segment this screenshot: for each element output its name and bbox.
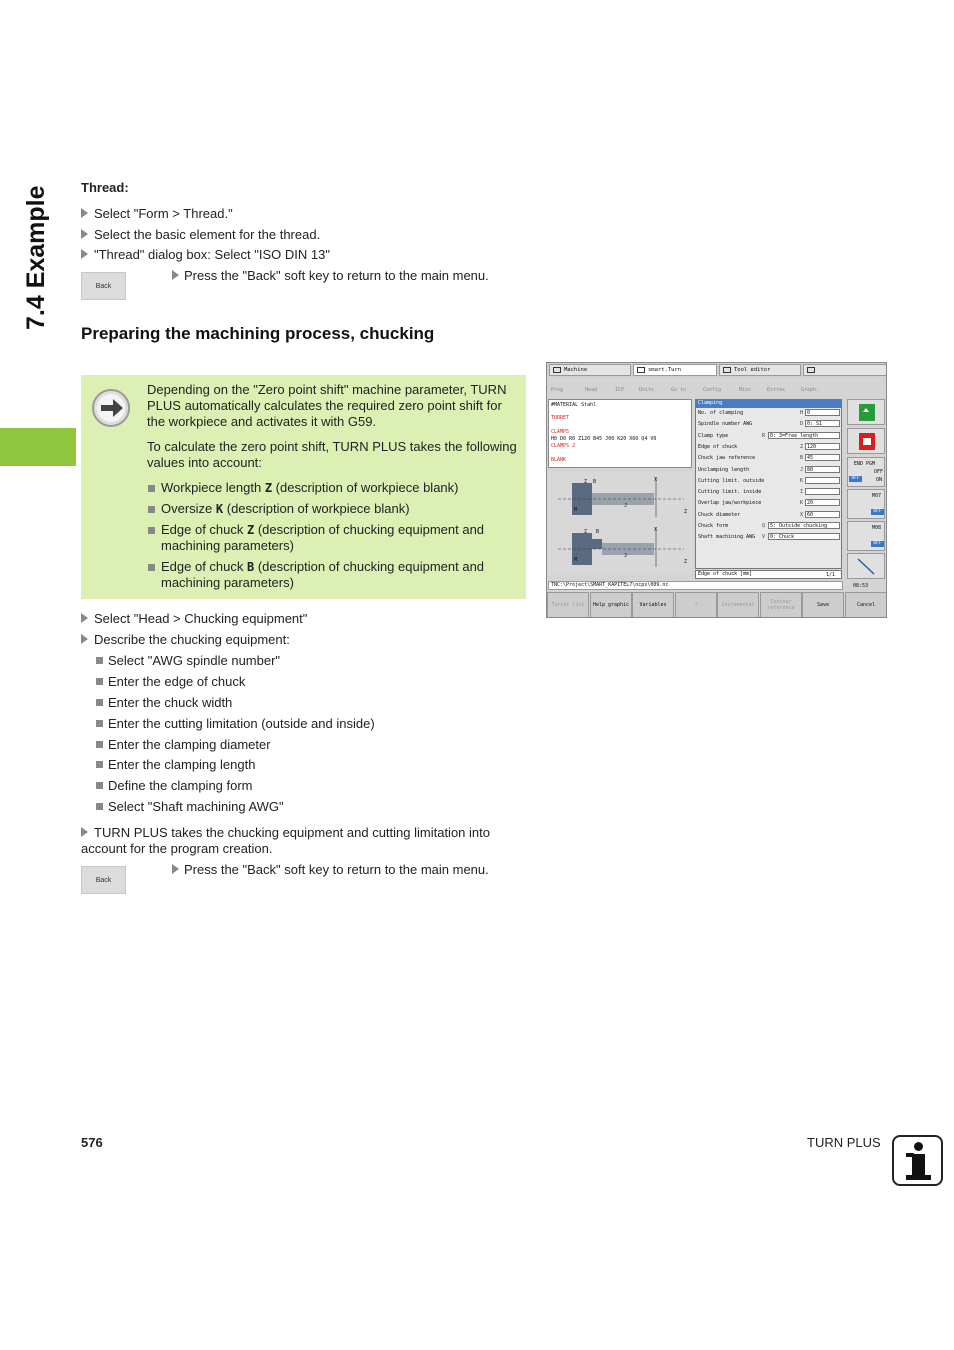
editor-line: CLAMPS	[551, 429, 570, 435]
menu-prog[interactable]: Prog	[551, 387, 564, 393]
menu-extras[interactable]: Extras	[767, 387, 786, 393]
chucking-substep: Enter the clamping length	[96, 757, 255, 773]
softkey-question[interactable]: ?	[675, 592, 717, 618]
form-row-label: No. of clamping	[698, 410, 744, 416]
m08-toggle[interactable]: M08 OFF	[847, 521, 885, 551]
form-row-value[interactable]: 80	[805, 466, 840, 473]
note-paragraph: Depending on the "Zero point shift" machine parameter, TURN PLUS automatically calculates the required zero point shift for the workpiece and activates it with G59.	[147, 382, 507, 429]
menu-graph[interactable]: Graph.	[801, 387, 820, 393]
graphic-label: M	[574, 557, 578, 563]
chucking-substep: Define the clamping form	[96, 778, 253, 794]
menu-bar	[547, 387, 842, 397]
menu-misc[interactable]: Misc	[739, 387, 752, 393]
graphic-label: J	[624, 503, 628, 509]
softkey-incremental[interactable]: Incremental	[717, 592, 759, 618]
form-row-label: Unclamping length	[698, 466, 750, 473]
form-row-label: Shaft machining AWG	[698, 534, 756, 541]
editor-line: CLAMPS 2	[551, 443, 576, 449]
form-row-label: Chuck jaw reference	[698, 455, 756, 462]
tab-bar	[547, 363, 887, 377]
softkey-contour-reference[interactable]: Contour reference	[760, 592, 802, 618]
chucking-substep: Enter the chuck width	[96, 695, 232, 711]
form-row-label: Chuck form	[698, 523, 729, 529]
form-row-value[interactable]: 5: Outside chucking	[768, 522, 840, 529]
thread-step: "Thread" dialog box: Select "ISO DIN 13"	[81, 247, 330, 263]
editor-line: TURRET	[551, 415, 570, 421]
form-row-label: Clamp type	[698, 432, 729, 439]
form-row-value[interactable]: 0: S1	[805, 420, 840, 427]
smart-turn-icon	[637, 367, 645, 373]
form-row-key: K	[800, 477, 804, 484]
file-path: TNC:\Project\SMART_KAPITEL7\ncps\009.nc	[548, 581, 843, 590]
thread-step: Select the basic element for the thread.	[81, 227, 320, 243]
note-paragraph: To calculate the zero point shift, TURN PLUS takes the following values into account:	[147, 439, 517, 470]
form-row-key: X	[800, 511, 804, 518]
menu-units[interactable]: Units	[639, 387, 655, 393]
form-row-key: Z	[800, 443, 804, 450]
back-instruction: Press the "Back" soft key to return to the main menu.	[172, 862, 489, 877]
softkey-help-graphic[interactable]: Help graphic	[590, 592, 632, 618]
form-row-key: R	[762, 432, 766, 439]
clock: 08:53	[853, 583, 869, 589]
form-row-key: D	[800, 421, 804, 428]
chucking-substep: Select "Shaft machining AWG"	[96, 799, 284, 815]
program-editor[interactable]	[548, 399, 692, 468]
page-indicator: 1/1	[825, 572, 835, 578]
disk-icon	[807, 367, 815, 373]
chucking-step: Select "Head > Chucking equipment"	[81, 611, 307, 627]
form-row-label: Overlap jaw/workpiece	[698, 500, 762, 507]
note-list-item: Oversize K (description of workpiece blank)	[148, 501, 518, 517]
softkey-turret-list[interactable]: Turret list	[547, 592, 589, 618]
chapter-color-tab	[0, 428, 76, 466]
cycle-start-button[interactable]	[847, 399, 885, 425]
menu-head[interactable]: Head	[585, 387, 598, 393]
graphic-label: Z	[584, 479, 588, 485]
chapter-title: 7.4 Example	[22, 185, 50, 330]
graphic-label: J	[624, 553, 628, 559]
graphic-label: B	[596, 529, 600, 535]
machine-icon	[553, 367, 561, 373]
softkey-bar	[547, 592, 887, 618]
m07-toggle[interactable]: M07 OFF	[847, 489, 885, 519]
tab-save[interactable]	[803, 364, 887, 376]
page-number: 576	[81, 1135, 103, 1150]
clamping-form	[695, 399, 842, 569]
section-title: Preparing the machining process, chucking	[81, 324, 435, 343]
form-row-value[interactable]	[805, 477, 840, 484]
form-row-value[interactable]: 20	[805, 499, 840, 506]
back-instruction: Press the "Back" soft key to return to the main menu.	[172, 268, 489, 283]
form-row-value[interactable]: 45	[805, 454, 840, 461]
form-title: Clamping	[696, 400, 841, 408]
form-row-label: Edge of chuck	[698, 443, 738, 450]
chucking-step: TURN PLUS takes the chucking equipment and cutting limitation into account for the program creation.	[81, 825, 490, 856]
softkey-cancel[interactable]: Cancel	[845, 592, 887, 618]
form-row-key: I	[800, 489, 804, 496]
tab-tool-editor[interactable]: Tool editor	[719, 364, 801, 376]
right-panel	[845, 397, 887, 591]
form-row-value[interactable]	[805, 488, 840, 495]
graphic-label: B	[593, 479, 597, 485]
graphic-label: Z	[584, 529, 588, 535]
feed-override-button[interactable]	[847, 553, 885, 579]
chucking-step: Describe the chucking equipment:	[81, 632, 290, 648]
smart-turn-screenshot	[546, 362, 887, 618]
form-row-label: Chuck diameter	[698, 511, 741, 518]
back-softkey: Back	[81, 866, 126, 894]
note-list-item: Edge of chuck Z (description of chucking equipment and machining parameters)	[148, 522, 518, 554]
thread-heading: Thread:	[81, 180, 129, 195]
chucking-substep: Select "AWG spindle number"	[96, 653, 280, 669]
back-softkey: Back	[81, 272, 126, 300]
tab-smart-turn[interactable]: smart.Turn	[633, 364, 717, 376]
menu-goto[interactable]: Go to	[671, 387, 687, 393]
editor-line: BLANK	[551, 457, 567, 463]
editor-line: H0 D0 R0 Z120 B45 J00 K20 X60 Q4 V0	[551, 436, 657, 442]
chucking-substep: Enter the clamping diameter	[96, 737, 271, 753]
edit-field-label[interactable]: Edge of chuck [mm] 1/1	[695, 570, 842, 579]
graphic-label: Z	[684, 559, 688, 565]
arrow-right-icon	[92, 389, 130, 427]
form-row-value[interactable]: 120	[805, 443, 840, 450]
graphic-label: M	[574, 507, 578, 513]
form-row-value[interactable]: 60	[805, 511, 840, 518]
form-row-label: Spindle number AWG	[698, 421, 753, 428]
note-list-item: Workpiece length Z (description of workpiece blank)	[148, 480, 518, 496]
footer-title: TURN PLUS	[807, 1135, 881, 1150]
softkey-variables[interactable]: Variables	[632, 592, 674, 618]
info-icon	[892, 1135, 943, 1186]
chucking-substep: Enter the cutting limitation (outside and inside)	[96, 716, 375, 732]
graphic-label: Z	[684, 509, 688, 515]
note-list-item: Edge of chuck B (description of chucking equipment and machining parameters)	[148, 559, 518, 591]
tool-editor-icon	[723, 367, 731, 373]
help-graphic	[548, 471, 692, 575]
form-row-key: J	[800, 466, 804, 473]
chucking-substep: Enter the edge of chuck	[96, 674, 245, 690]
softkey-save[interactable]: Save	[802, 592, 844, 618]
tab-machine[interactable]: Machine	[549, 364, 631, 376]
thread-step: Select "Form > Thread."	[81, 206, 233, 222]
graphic-label: X	[654, 477, 658, 483]
cycle-stop-button[interactable]	[847, 428, 885, 454]
menu-icp[interactable]: ICP	[615, 387, 625, 393]
form-row-key: K	[800, 500, 804, 507]
end-pgm-toggle[interactable]: END PGM OFF OFF ON	[847, 457, 885, 487]
form-row-key: V	[762, 534, 766, 541]
form-row-label: Cutting limit. outside	[698, 477, 765, 484]
form-row-key: H	[800, 410, 804, 416]
form-row-label: Cutting limit. inside	[698, 489, 762, 496]
form-row-key: Q	[762, 523, 766, 529]
form-row-key: B	[800, 455, 804, 462]
editor-line: #MATERIAL Stahl	[551, 402, 597, 408]
form-row-value[interactable]: 0: 3=Free length	[768, 432, 840, 439]
note-box	[81, 375, 526, 599]
graphic-label: X	[654, 527, 658, 533]
menu-config[interactable]: Config	[703, 387, 722, 393]
form-row-value[interactable]: 0: Chuck	[768, 533, 840, 540]
form-row-value[interactable]: 0	[805, 409, 840, 416]
